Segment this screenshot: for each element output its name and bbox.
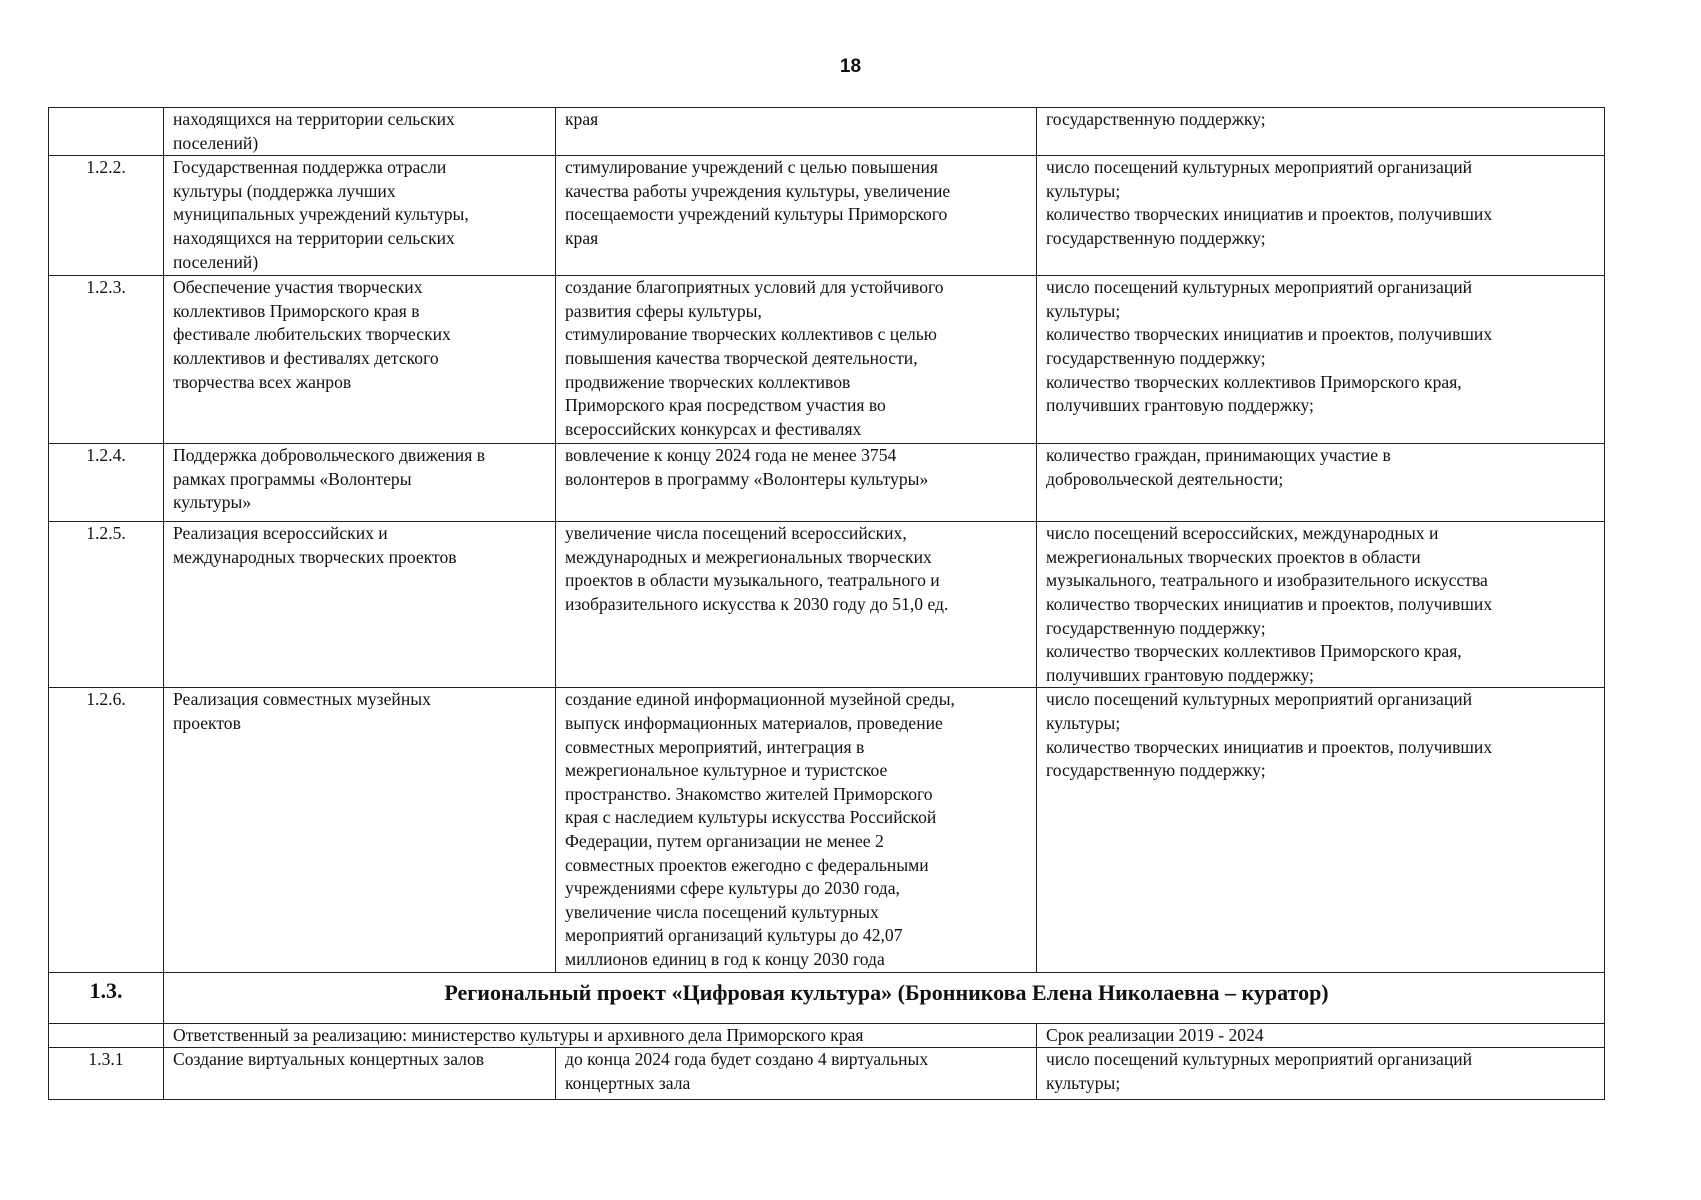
implementation-period: Срок реализации 2019 - 2024: [1037, 1024, 1605, 1048]
measures-table: [48, 107, 1605, 1100]
row-number: 1.2.6.: [49, 688, 164, 973]
row-number: 1.2.4.: [49, 444, 164, 522]
table-row: [49, 444, 1605, 522]
measure-name: Реализация всероссийских и международных творческих проектов: [164, 522, 556, 688]
measure-name: Реализация совместных музейных проектов: [164, 688, 556, 973]
table-row: [49, 688, 1605, 973]
indicators: количество граждан, принимающих участие в добровольческой деятельности;: [1037, 444, 1605, 522]
section-title: Региональный проект «Цифровая культура» (Бронникова Елена Николаевна – куратор): [164, 973, 1605, 1024]
expected-result: стимулирование учреждений с целью повышения качества работы учреждения культуры, увеличение посещаемости учреждений культуры Приморского края: [556, 156, 1037, 276]
measure-name: Создание виртуальных концертных залов: [164, 1048, 556, 1100]
expected-result: создание единой информационной музейной среды, выпуск информационных материалов, проведение совместных мероприятий, интеграция в межрегиональное культурное и туристское пространство. Знакомство жителей Приморского края с наследием культуры искусства Российской Федерации, путем организации не менее 2 совместных проектов ежегодно с федеральными учреждениями сфере культуры до 2030 года, увеличение числа посещений культурных мероприятий организаций культуры до 42,07 миллионов единиц в год к концу 2030 года: [556, 688, 1037, 973]
row-number: 1.2.5.: [49, 522, 164, 688]
table-row: [49, 522, 1605, 688]
section-number: 1.3.: [49, 973, 164, 1024]
measure-name: находящихся на территории сельских поселений): [164, 108, 556, 156]
expected-result: создание благоприятных условий для устойчивого развития сферы культуры, стимулирование творческих коллективов с целью повышения качества творческой деятельности, продвижение творческих коллективов Приморского края посредством участия во всероссийских конкурсах и фестивалях: [556, 276, 1037, 444]
expected-result: края: [556, 108, 1037, 156]
measure-name: Государственная поддержка отрасли культуры (поддержка лучших муниципальных учреждений культуры, находящихся на территории сельских поселений): [164, 156, 556, 276]
indicators: государственную поддержку;: [1037, 108, 1605, 156]
table-row: [49, 276, 1605, 444]
indicators: число посещений культурных мероприятий организаций культуры;: [1037, 1048, 1605, 1100]
row-number: 1.2.3.: [49, 276, 164, 444]
table-row: [49, 1048, 1605, 1100]
section-header-row: [49, 973, 1605, 1024]
table-row: [49, 156, 1605, 276]
responsible-row: [49, 1024, 1605, 1048]
indicators: число посещений всероссийских, международных и межрегиональных творческих проектов в области музыкального, театрального и изобразительного искусства количество творческих инициатив и проектов, получивших государственную поддержку; количество творческих коллективов Приморского края, получивших грантовую поддержку;: [1037, 522, 1605, 688]
expected-result: увеличение числа посещений всероссийских, международных и межрегиональных творческих проектов в области музыкального, театрального и изобразительного искусства к 2030 году до 51,0 ед.: [556, 522, 1037, 688]
indicators: число посещений культурных мероприятий организаций культуры; количество творческих инициатив и проектов, получивших государственную поддержку; количество творческих коллективов Приморского края, получивших грантовую поддержку;: [1037, 276, 1605, 444]
responsible-text: Ответственный за реализацию: министерство культуры и архивного дела Приморского края: [164, 1024, 1037, 1048]
expected-result: вовлечение к концу 2024 года не менее 3754 волонтеров в программу «Волонтеры культуры»: [556, 444, 1037, 522]
expected-result: до конца 2024 года будет создано 4 виртуальных концертных зала: [556, 1048, 1037, 1100]
measure-name: Поддержка добровольческого движения в рамках программы «Волонтеры культуры»: [164, 444, 556, 522]
row-number: 1.3.1: [49, 1048, 164, 1100]
table-row: [49, 108, 1605, 156]
page-number: 18: [839, 56, 862, 77]
row-number: 1.2.2.: [49, 156, 164, 276]
row-number: [49, 108, 164, 156]
indicators: число посещений культурных мероприятий организаций культуры; количество творческих инициатив и проектов, получивших государственную поддержку;: [1037, 688, 1605, 973]
indicators: число посещений культурных мероприятий организаций культуры; количество творческих инициатив и проектов, получивших государственную поддержку;: [1037, 156, 1605, 276]
responsible-empty-cell: [49, 1024, 164, 1048]
measure-name: Обеспечение участия творческих коллективов Приморского края в фестивале любительских творческих коллективов и фестивалях детского творчества всех жанров: [164, 276, 556, 444]
